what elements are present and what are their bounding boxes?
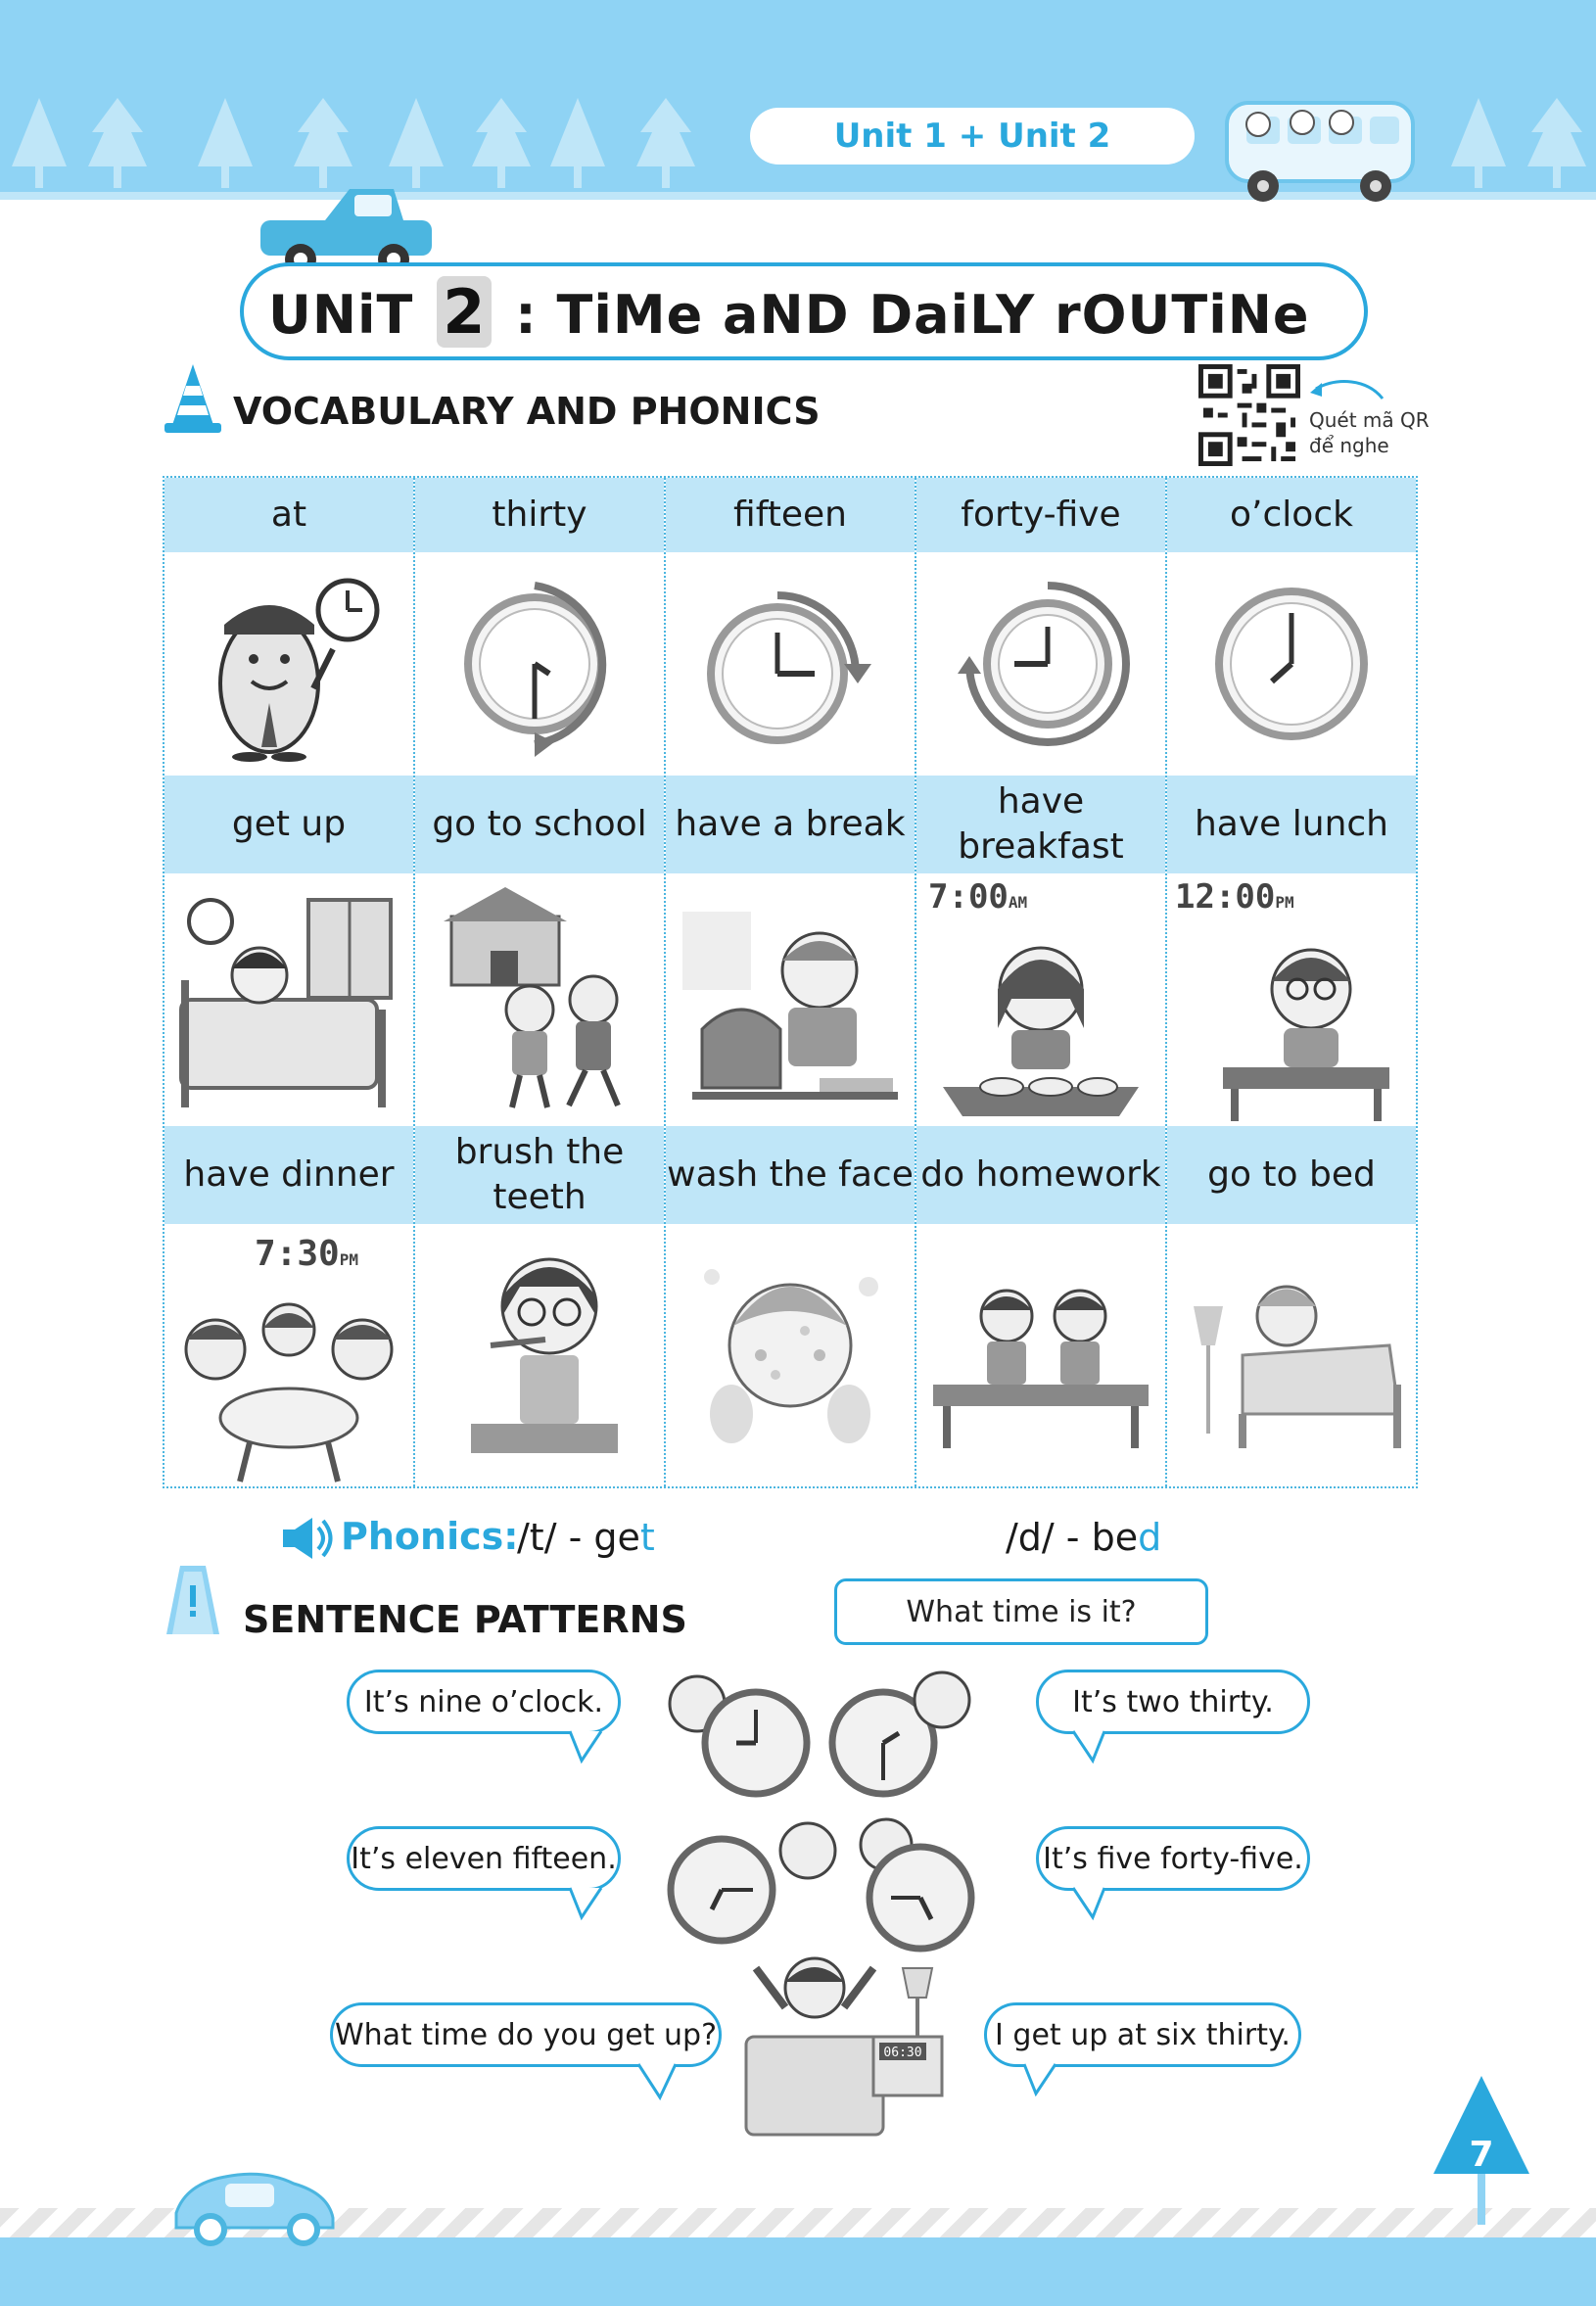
vocab-label: wash the face	[666, 1126, 915, 1224]
vocab-label: forty-five	[916, 478, 1165, 552]
vocab-picture-fifteen	[666, 552, 915, 776]
phonics-t-letter: t	[639, 1516, 655, 1559]
traffic-cone-icon	[163, 362, 223, 437]
lunch-clock-readout	[1175, 877, 1294, 917]
vocab-picture-brush-teeth	[415, 1224, 664, 1486]
qr-code[interactable]	[1198, 364, 1300, 466]
speech-bubble: It’s nine o’clock.	[347, 1670, 621, 1734]
vocab-label: at	[164, 478, 413, 552]
teacher-clock-icon	[191, 566, 387, 762]
kids-with-clocks-icon	[658, 1665, 981, 1802]
dinner-clock-readout	[255, 1234, 358, 1274]
lunch-time: 12:00	[1175, 877, 1276, 917]
bedside-clock-readout: 06:30	[883, 2046, 922, 2060]
vocab-picture-go-to-bed	[1167, 1224, 1416, 1486]
vocab-label: fifteen	[666, 478, 915, 552]
tree-icon	[294, 98, 352, 191]
vocab-label: brush the teeth	[415, 1126, 664, 1224]
tree-icon	[10, 98, 69, 191]
page-number: 7	[1469, 2135, 1494, 2175]
vocab-picture-do-homework	[916, 1224, 1165, 1486]
qr-note	[1309, 407, 1430, 458]
dinner-time: 7:30	[255, 1234, 340, 1274]
girl-lunch-icon	[1174, 920, 1409, 1126]
bubble-tail	[636, 2062, 680, 2101]
question-box: What time is it?	[834, 1578, 1208, 1645]
speech-bubble: It’s five forty-five.	[1036, 1826, 1310, 1891]
school-bus-icon	[1219, 83, 1420, 211]
vocab-label: have a break	[666, 776, 915, 873]
vocab-label: do homework	[916, 1126, 1165, 1224]
vocab-picture-have-lunch	[1167, 873, 1416, 1126]
phonics-label: Phonics:	[341, 1515, 519, 1558]
clock-forty-five-icon	[938, 566, 1144, 762]
bubble-tail	[1067, 1729, 1106, 1765]
sentence-patterns-heading: SENTENCE PATTERNS	[243, 1598, 687, 1641]
unit-title	[268, 276, 1310, 348]
bubble-tail	[1067, 1886, 1106, 1921]
vocab-label: thirty	[415, 478, 664, 552]
vocab-picture-go-to-school	[415, 873, 664, 1126]
family-dinner-icon	[171, 1281, 406, 1486]
tree-icon	[1527, 98, 1586, 191]
vocabulary-grid	[163, 476, 1418, 1488]
girl-going-to-bed-icon	[1174, 1247, 1409, 1463]
tree-icon	[548, 98, 607, 191]
bubble-tail	[568, 1886, 607, 1921]
breakfast-clock-readout	[928, 877, 1027, 917]
bubble-tail	[1018, 2062, 1057, 2097]
kids-with-clocks-icon	[661, 1812, 984, 1958]
clock-oclock-icon	[1194, 566, 1389, 762]
tree-icon	[636, 98, 695, 191]
phonics-t-prefix: /t/ - ge	[517, 1516, 640, 1559]
unit-title-text: : TiMe aND DaiLY rOUTiNe	[515, 284, 1310, 346]
girl-brushing-teeth-icon	[432, 1238, 647, 1473]
vocab-picture-thirty	[415, 552, 664, 776]
vocab-picture-forty-five	[916, 552, 1165, 776]
unit-title-banner	[240, 262, 1368, 360]
unit-title-prefix: UNiT	[268, 284, 414, 346]
clock-thirty-icon	[442, 566, 637, 762]
clock-fifteen-icon	[687, 566, 893, 762]
vocab-label: o’clock	[1167, 478, 1416, 552]
vocab-picture-at	[164, 552, 413, 776]
lunch-ampm: PM	[1275, 893, 1294, 912]
vocab-picture-get-up	[164, 873, 413, 1126]
speech-bubble: I get up at six thirty.	[984, 2002, 1301, 2067]
footer-band	[0, 2237, 1596, 2306]
speaker-icon[interactable]	[279, 1516, 334, 1561]
vocab-picture-oclock	[1167, 552, 1416, 776]
vocab-picture-have-breakfast	[916, 873, 1165, 1126]
vocab-label: have dinner	[164, 1126, 413, 1224]
vocab-picture-wash-face	[666, 1224, 915, 1486]
car-icon	[166, 2159, 343, 2247]
boy-on-break-icon	[673, 882, 908, 1117]
speech-bubble: It’s two thirty.	[1036, 1670, 1310, 1734]
vocab-label: go to bed	[1167, 1126, 1416, 1224]
girl-breakfast-icon	[923, 920, 1158, 1126]
tree-icon	[472, 98, 531, 191]
qr-note-line1: Quét mã QR	[1309, 408, 1430, 432]
vocab-label: get up	[164, 776, 413, 873]
unit-pill: Unit 1 + Unit 2	[750, 108, 1195, 165]
vocab-label: go to school	[415, 776, 664, 873]
kids-going-to-school-icon	[422, 882, 657, 1117]
phonics-t-example	[517, 1516, 655, 1559]
vocab-picture-have-a-break	[666, 873, 915, 1126]
girl-waking-up-icon	[171, 882, 406, 1117]
girl-washing-face-icon	[682, 1238, 898, 1473]
sign-board-icon	[159, 1562, 227, 1640]
tree-icon	[387, 98, 446, 191]
vocab-picture-have-dinner	[164, 1224, 413, 1486]
phonics-d-letter: d	[1138, 1516, 1162, 1559]
curved-arrow-icon	[1308, 375, 1386, 404]
speech-bubble: What time do you get up?	[330, 2002, 722, 2067]
breakfast-time: 7:00	[928, 877, 1009, 917]
dinner-ampm: PM	[339, 1250, 358, 1269]
tree-icon	[88, 98, 147, 191]
kids-homework-icon	[923, 1247, 1158, 1463]
bubble-tail	[568, 1729, 607, 1765]
boy-waking-up-icon	[736, 1949, 952, 2164]
vocab-label: have lunch	[1167, 776, 1416, 873]
speech-bubble: It’s eleven fifteen.	[347, 1826, 621, 1891]
tree-icon	[196, 98, 255, 191]
tree-icon	[1449, 98, 1508, 191]
qr-note-line2: để nghe	[1309, 434, 1389, 457]
phonics-d-example	[1006, 1516, 1161, 1559]
unit-number: 2	[437, 276, 492, 348]
phonics-d-prefix: /d/ - be	[1006, 1516, 1139, 1559]
vocabulary-heading: VOCABULARY AND PHONICS	[233, 390, 821, 433]
breakfast-ampm: AM	[1008, 893, 1028, 912]
vocab-label: have breakfast	[916, 776, 1165, 873]
